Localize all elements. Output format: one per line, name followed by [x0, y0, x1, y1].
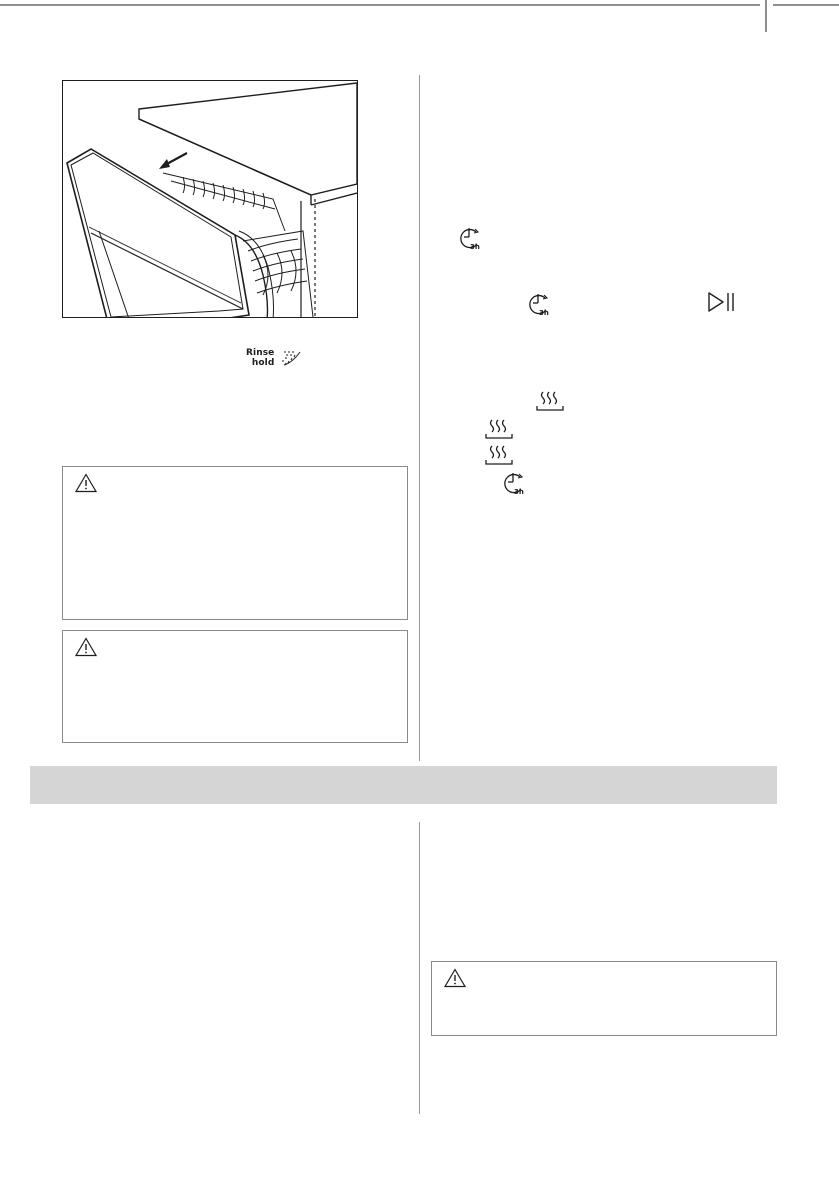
extra-drying-icon — [484, 418, 514, 440]
warning-triangle-icon — [75, 637, 97, 657]
delay-3h-label: 3h — [514, 488, 524, 496]
rinse-hold-line2: hold — [251, 358, 275, 368]
direction-arrow-icon — [159, 153, 187, 169]
rinse-hold-line1: Rinse — [246, 348, 275, 358]
start-pause-icon — [706, 291, 738, 313]
extra-drying-icon — [535, 390, 565, 412]
extra-drying-icon — [484, 444, 514, 466]
delay-3h-label: 3h — [470, 243, 480, 251]
warning-triangle-icon — [444, 968, 466, 988]
warning-box-3 — [431, 961, 777, 1036]
warning-box-1 — [62, 466, 408, 620]
crop-marks — [0, 0, 839, 40]
delay-start-3h-icon — [458, 225, 484, 251]
section-header-bar — [30, 766, 777, 804]
dishwasher-door-open-illustration — [63, 81, 358, 318]
column-divider-bottom — [419, 822, 420, 1114]
dishwasher-figure — [62, 80, 358, 318]
column-divider-top — [419, 75, 420, 761]
delay-start-3h-icon — [527, 291, 553, 317]
delay-3h-label: 3h — [539, 309, 549, 317]
rinse-hold-label — [246, 348, 274, 368]
delay-start-3h-icon — [502, 470, 528, 496]
warning-box-2 — [62, 630, 408, 743]
warning-triangle-icon — [75, 473, 97, 493]
rinse-hold-spray-icon — [280, 349, 304, 369]
